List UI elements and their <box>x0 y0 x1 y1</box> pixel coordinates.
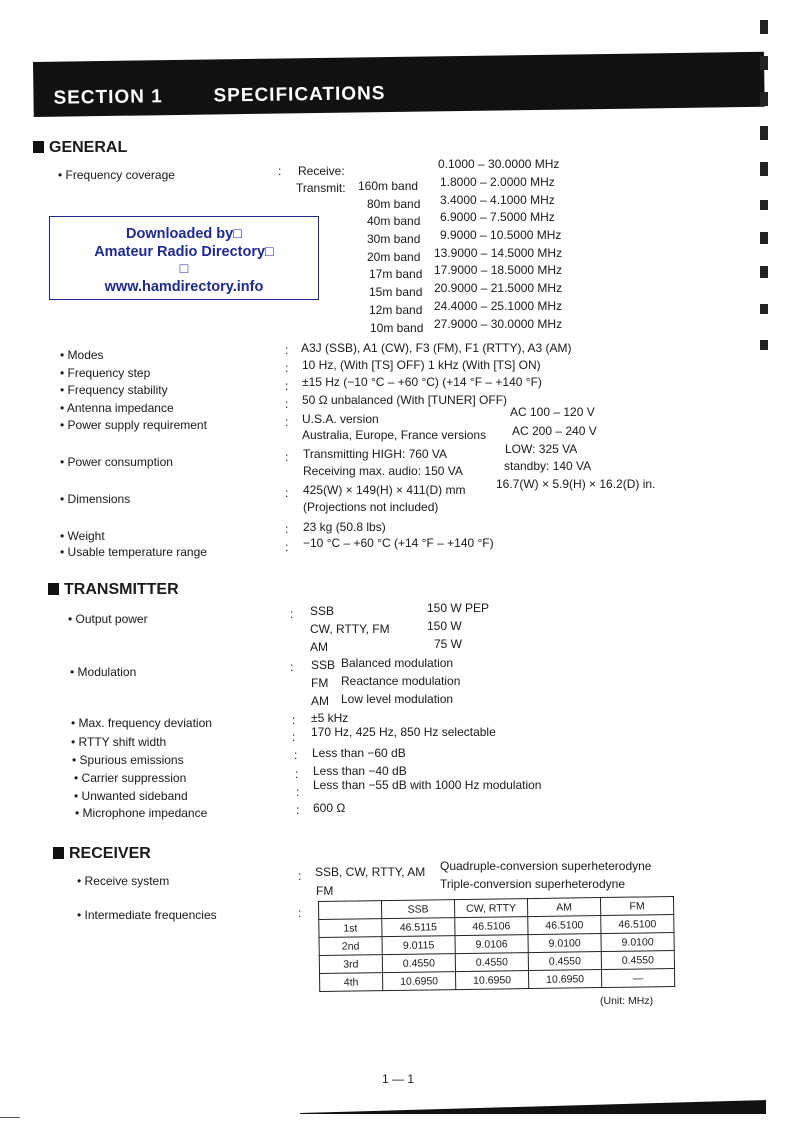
output-value: 150 W <box>427 619 462 633</box>
colon: : <box>295 767 299 781</box>
colon: : <box>285 450 289 464</box>
label-spurious: • Spurious emissions <box>72 753 184 767</box>
scan-mark <box>760 266 768 278</box>
value-consumption-standby: standby: 140 VA <box>504 459 592 473</box>
if-stage: 2nd <box>319 937 382 956</box>
colon: : <box>285 522 289 536</box>
square-bullet-icon <box>33 141 44 153</box>
label-frequency-coverage: • Frequency coverage <box>58 168 175 182</box>
if-value: 0.4550 <box>528 952 601 971</box>
download-watermark <box>49 216 319 300</box>
value-system-mode1: SSB, CW, RTTY, AM <box>315 865 426 879</box>
section-title: SPECIFICATIONS <box>213 83 386 107</box>
label-temperature: • Usable temperature range <box>60 545 207 559</box>
output-value: 150 W PEP <box>427 601 490 615</box>
value-dimensions-note: (Projections not included) <box>303 500 439 514</box>
modulation-mode: AM <box>311 694 329 708</box>
scan-mark <box>760 304 768 314</box>
output-mode: SSB <box>310 604 335 618</box>
label-modes: • Modes <box>60 348 104 362</box>
scan-mark <box>760 92 768 106</box>
scan-mark <box>760 340 768 350</box>
value-system-line2: Triple-conversion superheterodyne <box>440 877 625 891</box>
modulation-mode: SSB <box>311 658 336 672</box>
modulation-value: Reactance modulation <box>341 674 461 688</box>
square-bullet-icon <box>48 583 59 595</box>
if-value: 9.0106 <box>455 935 528 954</box>
scan-mark <box>0 1117 20 1118</box>
value-unwanted-sideband: Less than −55 dB with 1000 Hz modulation <box>313 778 542 792</box>
colon: : <box>285 379 289 393</box>
band-name: 15m band <box>369 285 423 299</box>
colon: : <box>294 748 298 762</box>
value-dimensions-mm: 425(W) × 149(H) × 411(D) mm <box>303 483 466 497</box>
if-value: 46.5115 <box>382 918 455 937</box>
value-power-us: U.S.A. version <box>302 412 379 426</box>
if-value: 9.0115 <box>382 936 455 955</box>
band-range: 13.9000 – 14.5000 MHz <box>434 246 563 260</box>
label-carrier: • Carrier suppression <box>74 771 187 785</box>
if-value: — <box>601 969 674 988</box>
transmit-label: Transmit: <box>296 181 346 195</box>
label-frequency-stability: • Frequency stability <box>60 383 168 397</box>
if-header-cell: AM <box>527 898 600 917</box>
receive-label: Receive: <box>298 164 345 178</box>
if-value: 10.6950 <box>455 971 528 990</box>
value-frequency-step: 10 Hz, (With [TS] OFF) 1 kHz (With [TS] ON) <box>302 358 541 372</box>
colon: : <box>285 361 289 375</box>
if-stage: 3rd <box>319 955 382 974</box>
band-range: 27.9000 – 30.0000 MHz <box>434 317 563 331</box>
if-table-body <box>319 915 675 992</box>
label-power-supply: • Power supply requirement <box>60 418 207 432</box>
label-rtty-shift: • RTTY shift width <box>71 735 167 749</box>
if-value: 10.6950 <box>383 972 456 991</box>
scan-mark <box>760 126 768 140</box>
band-name: 30m band <box>367 232 421 246</box>
if-value: 0.4550 <box>601 951 674 970</box>
if-stage: 4th <box>320 973 383 992</box>
band-name: 160m band <box>358 179 419 193</box>
if-value: 46.5100 <box>601 915 674 934</box>
watermark-line3: □ <box>179 261 189 277</box>
scan-mark <box>760 232 768 244</box>
band-range: 3.4000 – 4.1000 MHz <box>440 193 555 207</box>
scan-bottom-edge <box>300 1100 766 1114</box>
colon: : <box>296 785 300 799</box>
page-number: 1 — 1 <box>382 1072 415 1086</box>
label-power-consumption: • Power consumption <box>60 455 173 469</box>
if-row <box>320 969 675 992</box>
colon: : <box>292 713 296 727</box>
watermark-line2: Amateur Radio Directory□ <box>94 244 274 260</box>
colon: : <box>296 803 300 817</box>
receive-range: 0.1000 – 30.0000 MHz <box>438 157 560 171</box>
value-consumption-low: LOW: 325 VA <box>505 442 578 456</box>
value-carrier: Less than −40 dB <box>313 764 407 778</box>
value-dimensions-in: 16.7(W) × 5.9(H) × 16.2(D) in. <box>496 477 656 491</box>
if-value: 46.5100 <box>528 916 601 935</box>
band-range: 9.9000 – 10.5000 MHz <box>440 228 562 242</box>
scan-mark <box>760 162 768 176</box>
modulation-value: Balanced modulation <box>341 656 454 670</box>
scan-mark <box>760 20 768 34</box>
if-value: 0.4550 <box>455 953 528 972</box>
label-dimensions: • Dimensions <box>60 492 131 506</box>
if-header-cell <box>319 901 382 920</box>
value-power-eu-voltage: AC 200 – 240 V <box>512 424 597 438</box>
value-spurious: Less than −60 dB <box>312 746 406 760</box>
band-name: 17m band <box>369 267 423 281</box>
band-range: 17.9000 – 18.5000 MHz <box>434 263 563 277</box>
colon: : <box>285 343 289 357</box>
value-frequency-stability: ±15 Hz (−10 °C – +60 °C) (+14 °F – +140 °F) <box>302 375 542 389</box>
if-header-cell: FM <box>600 897 673 916</box>
value-weight: 23 kg (50.8 lbs) <box>303 520 386 534</box>
colon: : <box>285 486 289 500</box>
label-output-power: • Output power <box>68 612 148 626</box>
value-antenna-impedance: 50 Ω unbalanced (With [TUNER] OFF) <box>302 393 508 407</box>
band-range: 1.8000 – 2.0000 MHz <box>440 175 555 189</box>
if-value: 0.4550 <box>382 954 455 973</box>
label-unwanted-sideband: • Unwanted sideband <box>74 789 188 803</box>
label-modulation: • Modulation <box>70 665 137 679</box>
value-system-line1: Quadruple-conversion superheterodyne <box>440 859 652 873</box>
modulation-value: Low level modulation <box>341 692 454 706</box>
label-frequency-step: • Frequency step <box>60 366 151 380</box>
colon: : <box>292 730 296 744</box>
value-modes: A3J (SSB), A1 (CW), F3 (FM), F1 (RTTY), A3 (AM) <box>301 341 572 355</box>
output-mode: AM <box>310 640 328 654</box>
section-number: SECTION 1 <box>53 86 163 109</box>
colon: : <box>298 906 302 920</box>
value-system-mode2: FM <box>316 884 334 898</box>
label-weight: • Weight <box>60 529 105 543</box>
modulation-mode: FM <box>311 676 329 690</box>
scan-mark <box>760 56 768 70</box>
if-stage: 1st <box>319 919 382 938</box>
output-value: 75 W <box>434 637 463 651</box>
value-microphone: 600 Ω <box>313 801 346 815</box>
if-value: 10.6950 <box>528 970 601 989</box>
label-max-deviation: • Max. frequency deviation <box>71 716 212 730</box>
unit-note: (Unit: MHz) <box>600 995 654 1007</box>
colon: : <box>290 660 294 674</box>
colon: : <box>278 164 282 178</box>
band-name: 40m band <box>367 214 421 228</box>
band-name: 10m band <box>370 321 424 335</box>
heading-transmitter: TRANSMITTER <box>48 581 179 599</box>
label-receive-system: • Receive system <box>77 874 170 888</box>
value-power-eu: Australia, Europe, France versions <box>302 428 487 442</box>
value-temperature: −10 °C – +60 °C (+14 °F – +140 °F) <box>303 536 494 550</box>
section-banner <box>33 52 765 117</box>
value-max-deviation: ±5 kHz <box>311 711 349 725</box>
band-name: 80m band <box>367 197 421 211</box>
band-range: 24.4000 – 25.1000 MHz <box>434 299 563 313</box>
band-range: 6.9000 – 7.5000 MHz <box>440 210 555 224</box>
band-name: 12m band <box>369 303 423 317</box>
band-range: 20.9000 – 21.5000 MHz <box>434 281 563 295</box>
output-mode: CW, RTTY, FM <box>310 622 390 636</box>
if-value: 9.0100 <box>528 934 601 953</box>
value-power-us-voltage: AC 100 – 120 V <box>510 405 595 419</box>
colon: : <box>285 415 289 429</box>
colon: : <box>290 607 294 621</box>
colon: : <box>298 869 302 883</box>
label-antenna-impedance: • Antenna impedance <box>60 401 174 415</box>
value-rtty-shift: 170 Hz, 425 Hz, 850 Hz selectable <box>311 725 496 739</box>
if-value: 46.5106 <box>455 917 528 936</box>
watermark-link[interactable]: www.hamdirectory.info <box>104 279 264 295</box>
scan-mark <box>760 200 768 210</box>
label-microphone: • Microphone impedance <box>75 806 208 820</box>
if-value: 9.0100 <box>601 933 674 952</box>
heading-general: GENERAL <box>33 139 127 157</box>
if-header-cell: CW, RTTY <box>454 899 527 918</box>
heading-receiver: RECEIVER <box>53 845 151 863</box>
colon: : <box>285 540 289 554</box>
watermark-line1: Downloaded by□ <box>126 226 242 242</box>
if-table <box>318 896 675 992</box>
value-consumption-rx: Receiving max. audio: 150 VA <box>303 464 463 478</box>
if-header-cell: SSB <box>382 900 455 919</box>
band-name: 20m band <box>367 250 421 264</box>
colon: : <box>285 397 289 411</box>
label-intermediate-frequencies: • Intermediate frequencies <box>77 908 217 922</box>
value-consumption-tx: Transmitting HIGH: 760 VA <box>303 447 448 461</box>
square-bullet-icon <box>53 847 64 859</box>
